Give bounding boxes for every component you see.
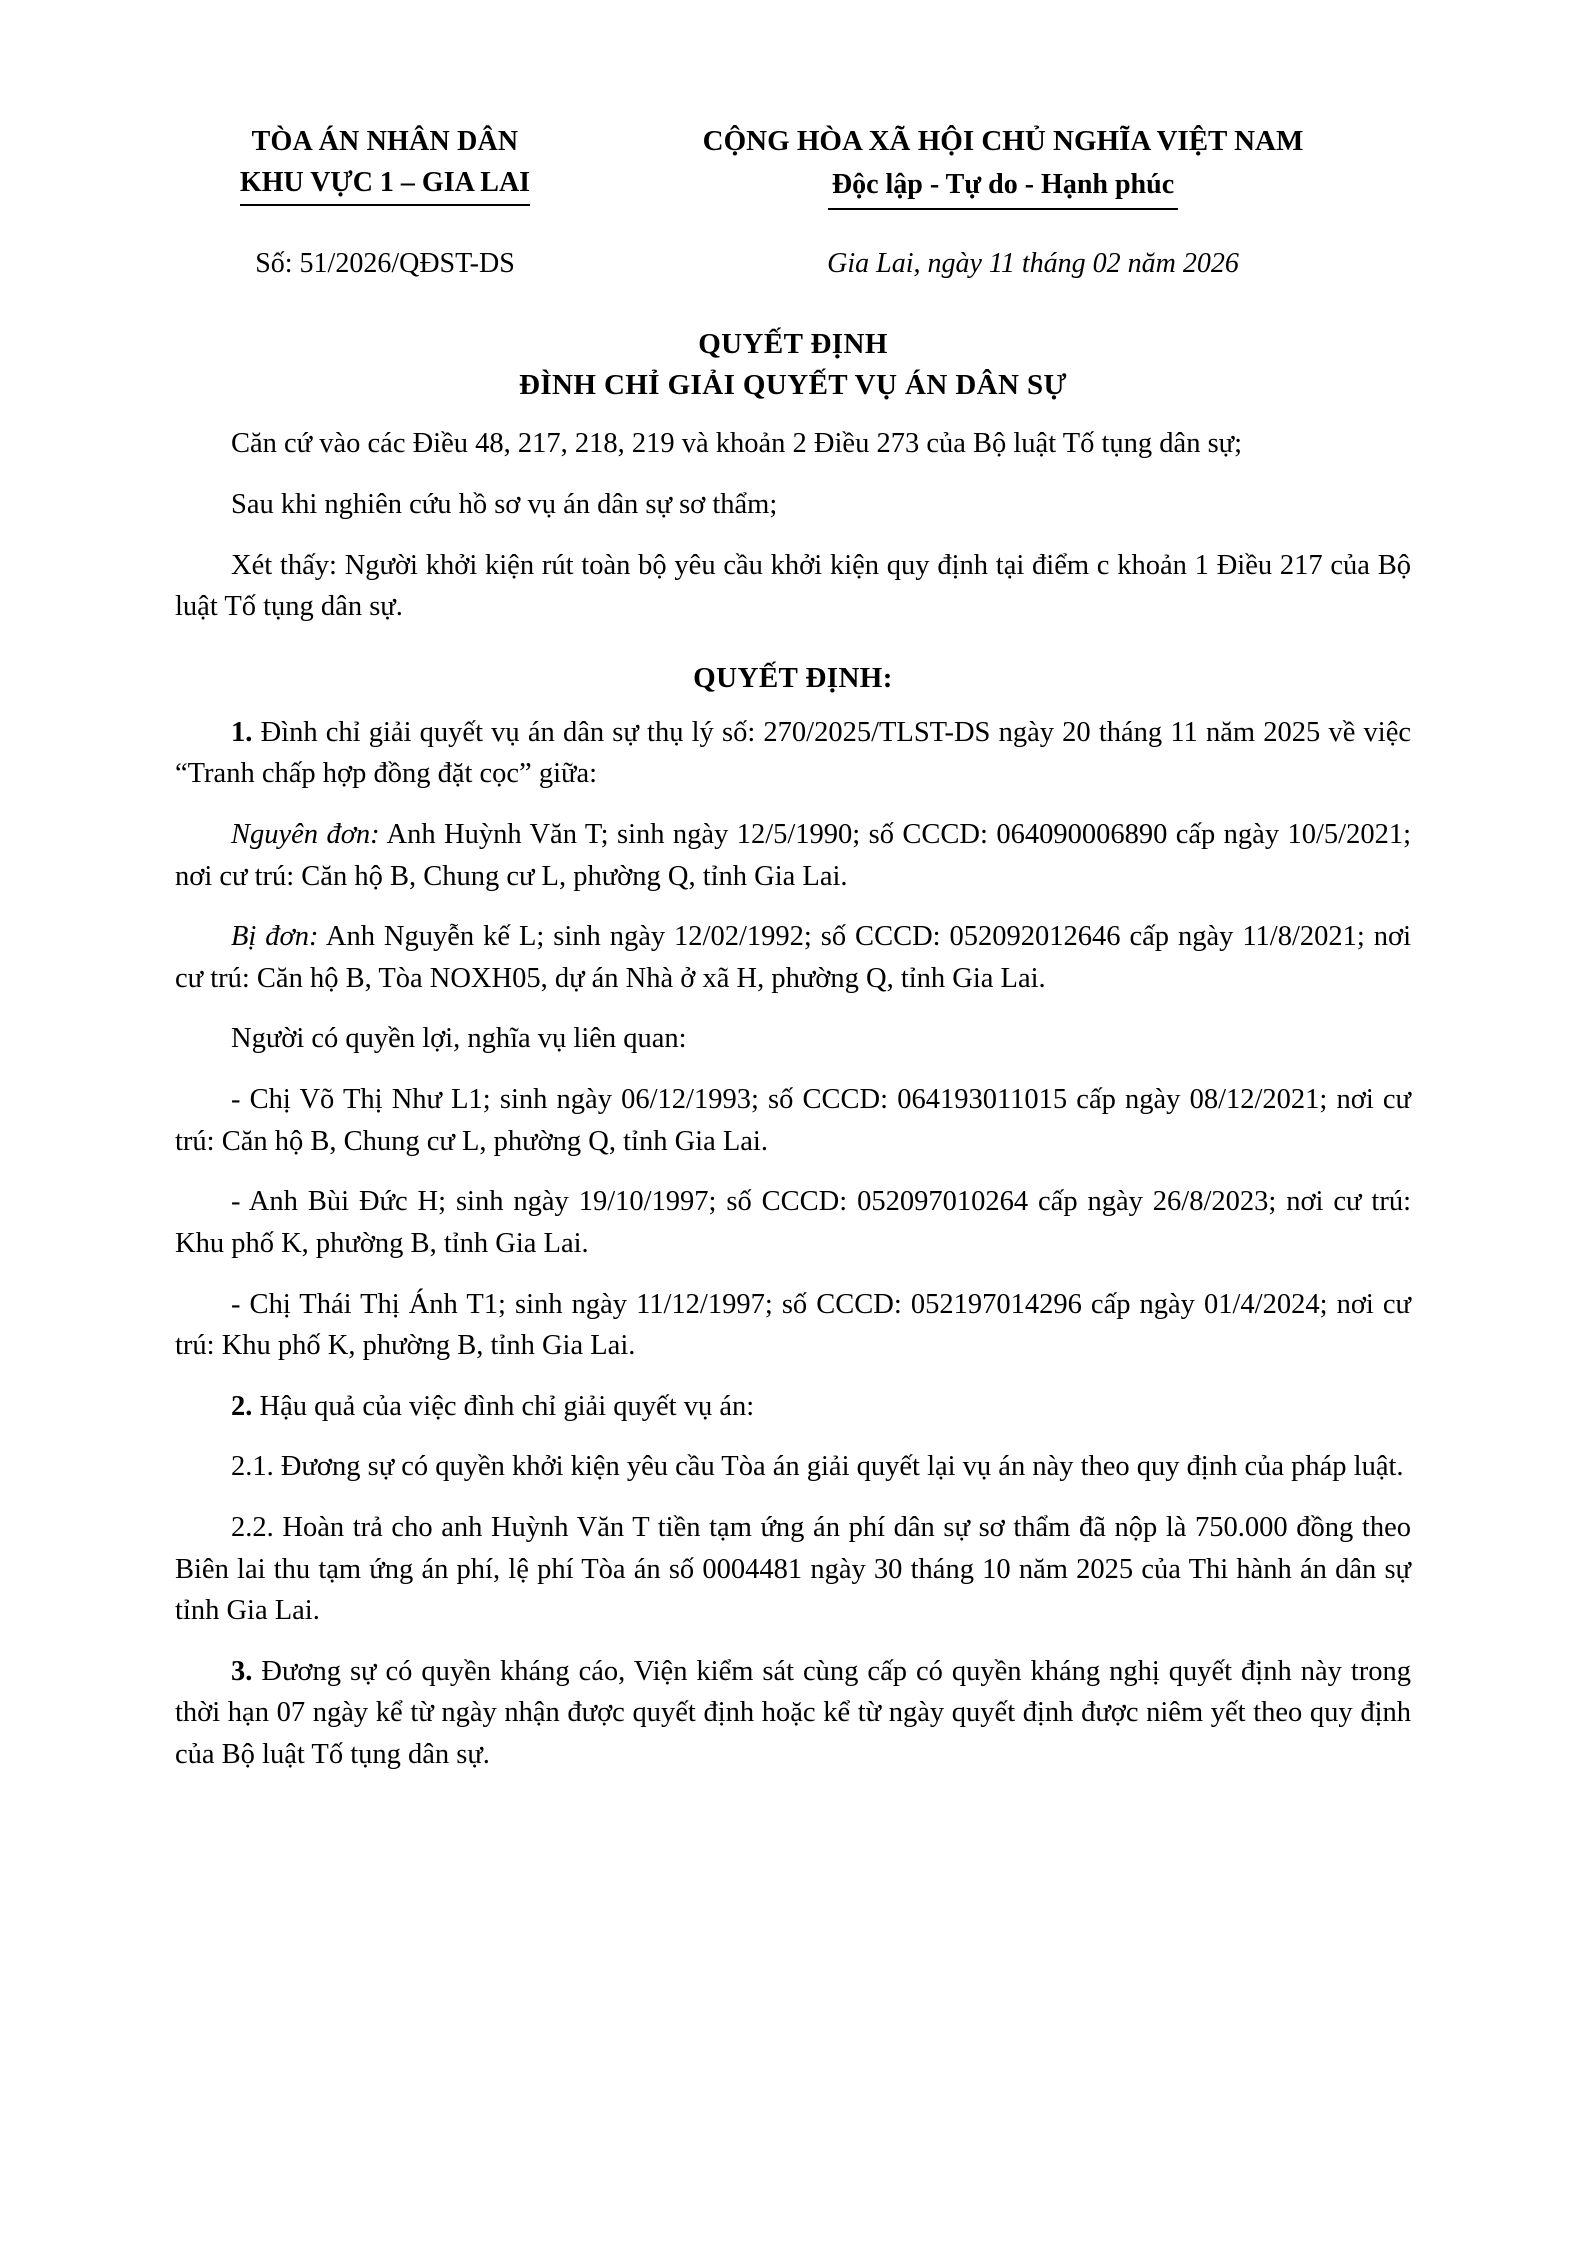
defendant-label: Bị đơn: <box>231 921 319 953</box>
number-date-row <box>175 248 1411 280</box>
decision-item-2-1: 2.1. Đương sự có quyền khởi kiện yêu cầu Tòa án giải quyết lại vụ án này theo quy định của pháp luật. <box>231 1451 1404 1483</box>
decision-item-2-2: 2.2. Hoàn trả cho anh Huỳnh Văn T tiền tạm ứng án phí dân sự sơ thẩm đã nộp là 750.000 đồng theo Biên lai thu tạm ứng án phí, lệ phí Tòa án số 0004481 ngày 30 tháng 10 năm 2025 của Thi hành án dân sự tỉnh Gia Lai. <box>175 1511 1411 1627</box>
related-parties-heading: Người có quyền lợi, nghĩa vụ liên quan: <box>231 1023 687 1055</box>
decision-heading: QUYẾT ĐỊNH: <box>693 661 893 694</box>
decision-item-2-text: Hậu quả của việc đình chỉ giải quyết vụ án: <box>252 1390 755 1422</box>
defendant-paragraph <box>175 899 1411 999</box>
related-party-2: - Anh Bùi Đức H; sinh ngày 19/10/1997; số CCCD: 052097010264 cấp ngày 26/8/2023; nơi cư trú: Khu phố K, phường B, tỉnh Gia Lai. <box>175 1186 1411 1259</box>
court-name-line-1: TÒA ÁN NHÂN DÂN <box>251 126 519 157</box>
national-motto: Độc lập - Tự do - Hạnh phúc <box>828 164 1178 210</box>
decision-item-3-text: Đương sự có quyền kháng cáo, Viện kiểm sát cùng cấp có quyền kháng nghị quyết định này trong thời hạn 07 ngày kể từ ngày nhận được quyết định hoặc kể từ ngày quyết định được niêm yết theo quy định của Bộ luật Tố tụng dân sự. <box>175 1655 1411 1771</box>
preamble-paragraph-2: Sau khi nghiên cứu hồ sơ vụ án dân sự sơ thẩm; <box>231 489 778 520</box>
decision-item-3 <box>175 1634 1411 1776</box>
defendant-text: Anh Nguyễn kế L; sinh ngày 12/02/1992; số CCCD: 052092012646 cấp ngày 11/8/2021; nơi cư trú: Căn hộ B, Tòa NOXH05, dự án Nhà ở xã H, phường Q, tỉnh Gia Lai. <box>175 921 1411 994</box>
decision-item-3-number: 3. <box>231 1655 253 1687</box>
preamble-paragraph-1: Căn cứ vào các Điều 48, 217, 218, 219 và khoản 2 Điều 273 của Bộ luật Tố tụng dân sự; <box>231 428 1243 460</box>
national-title: CỘNG HÒA XÃ HỘI CHỦ NGHĨA VIỆT NAM <box>702 125 1304 157</box>
decision-item-1-text: Đình chỉ giải quyết vụ án dân sự thụ lý số: 270/2025/TLST-DS ngày 20 tháng 11 năm 2025 về việc “Tranh chấp hợp đồng đặt cọc” giữa: <box>175 716 1411 790</box>
place-and-date: Gia Lai, ngày 11 tháng 02 năm 2026 <box>827 248 1239 280</box>
decision-item-2-number: 2. <box>231 1390 253 1422</box>
document-title-line-2: ĐÌNH CHỈ GIẢI QUYẾT VỤ ÁN DÂN SỰ <box>518 369 1068 402</box>
document-header <box>175 120 1411 210</box>
related-party-3: - Chị Thái Thị Ánh T1; sinh ngày 11/12/1997; số CCCD: 052197014296 cấp ngày 01/4/2024; nơi cư trú: Khu phố K, phường B, tỉnh Gia Lai. <box>175 1288 1411 1362</box>
national-heading-block <box>595 120 1411 210</box>
decision-item-1-number: 1. <box>231 716 253 748</box>
preamble-paragraph-3: Xét thấy: Người khởi kiện rút toàn bộ yêu cầu khởi kiện quy định tại điểm c khoản 1 Điều 217 của Bộ luật Tố tụng dân sự. <box>175 549 1411 623</box>
document-number: Số: 51/2026/QĐST-DS <box>255 248 515 280</box>
plaintiff-text: Anh Huỳnh Văn T; sinh ngày 12/5/1990; số CCCD: 064090006890 cấp ngày 10/5/2021; nơi cư trú: Căn hộ B, Chung cư L, phường Q, tỉnh Gia Lai. <box>175 819 1411 892</box>
plaintiff-paragraph <box>175 797 1411 897</box>
court-name-line-2 <box>240 163 530 207</box>
related-party-1: - Chị Võ Thị Như L1; sinh ngày 06/12/1993; số CCCD: 064193011015 cấp ngày 08/12/2021; nơi cư trú: Căn hộ B, Chung cư L, phường Q, tỉnh Gia Lai. <box>175 1084 1411 1157</box>
court-name-block <box>175 120 595 206</box>
plaintiff-label: Nguyên đơn: <box>231 819 380 851</box>
court-name-line-2-text: KHU VỰC 1 – GIA LAI <box>240 163 530 207</box>
document-title-block <box>175 324 1411 406</box>
decision-item-1 <box>175 695 1411 795</box>
document-title-line-1: QUYẾT ĐỊNH <box>698 328 888 361</box>
decision-item-2 <box>175 1369 1411 1428</box>
